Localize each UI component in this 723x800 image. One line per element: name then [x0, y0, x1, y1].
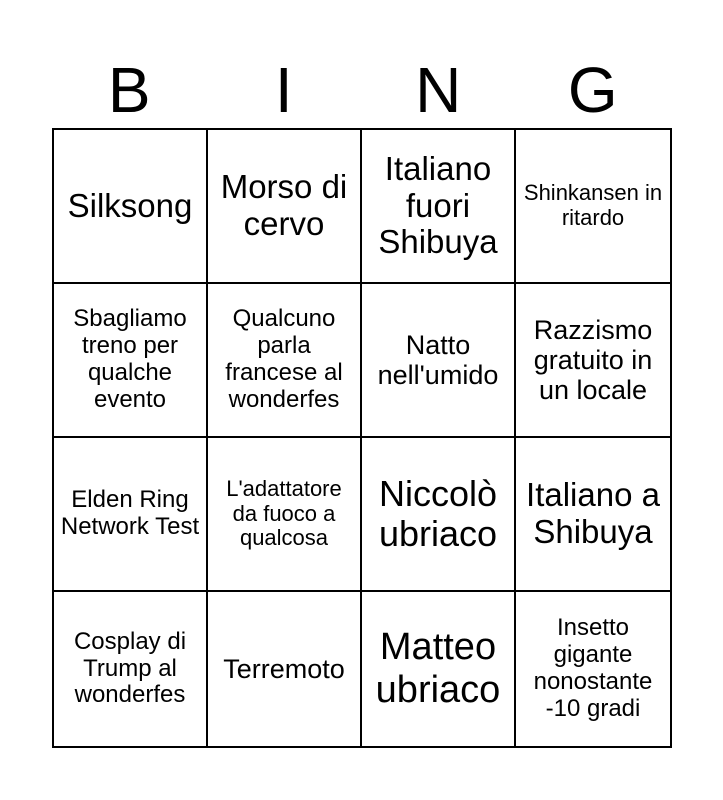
cell-text: L'adattatore da fuoco a qualcosa	[226, 476, 342, 551]
header-letter-i: I	[274, 54, 293, 126]
bingo-cell[interactable]	[516, 438, 670, 592]
cell-text: Sbagliamo treno per qualche evento	[73, 305, 187, 413]
bingo-cell[interactable]	[362, 592, 516, 746]
cell-text: Shinkansen in ritardo	[523, 180, 663, 230]
bingo-cell[interactable]	[362, 284, 516, 438]
cell-text: Natto nell'umido	[377, 329, 499, 390]
cell-text: Qualcuno parla francese al wonderfes	[225, 305, 343, 413]
header-letter-n: N	[415, 54, 462, 126]
bingo-cell[interactable]	[54, 592, 208, 746]
cell-text: Cosplay di Trump al wonderfes	[73, 627, 187, 709]
cell-text: Insetto gigante nonostante -10 gradi	[533, 614, 653, 722]
cell-text: Italiano fuori Shibuya	[378, 149, 498, 261]
bingo-cell[interactable]	[208, 284, 362, 438]
bingo-cell[interactable]	[208, 438, 362, 592]
cell-text: Morso di cervo	[220, 168, 348, 242]
cell-text: Niccolò ubriaco	[378, 472, 498, 554]
bingo-cell[interactable]	[362, 438, 516, 592]
bingo-cell[interactable]	[208, 592, 362, 746]
cell-text: Razzismo gratuito in un locale	[533, 314, 653, 406]
bingo-header	[52, 52, 670, 128]
bingo-board	[52, 128, 672, 748]
cell-text: Silksong	[67, 186, 193, 224]
header-letter-g: G	[567, 54, 618, 126]
cell-text: Matteo ubriaco	[375, 626, 501, 711]
cell-text: Elden Ring Network Test	[60, 486, 200, 540]
bingo-cell[interactable]	[208, 130, 362, 284]
bingo-cell[interactable]	[516, 130, 670, 284]
header-letter-b: B	[107, 54, 151, 126]
cell-text: Terremoto	[223, 653, 345, 684]
bingo-cell[interactable]	[54, 438, 208, 592]
bingo-cell[interactable]	[54, 130, 208, 284]
bingo-cell[interactable]	[516, 284, 670, 438]
bingo-cell[interactable]	[362, 130, 516, 284]
bingo-cell[interactable]	[54, 284, 208, 438]
bingo-cell[interactable]	[516, 592, 670, 746]
cell-text: Italiano a Shibuya	[526, 476, 660, 550]
